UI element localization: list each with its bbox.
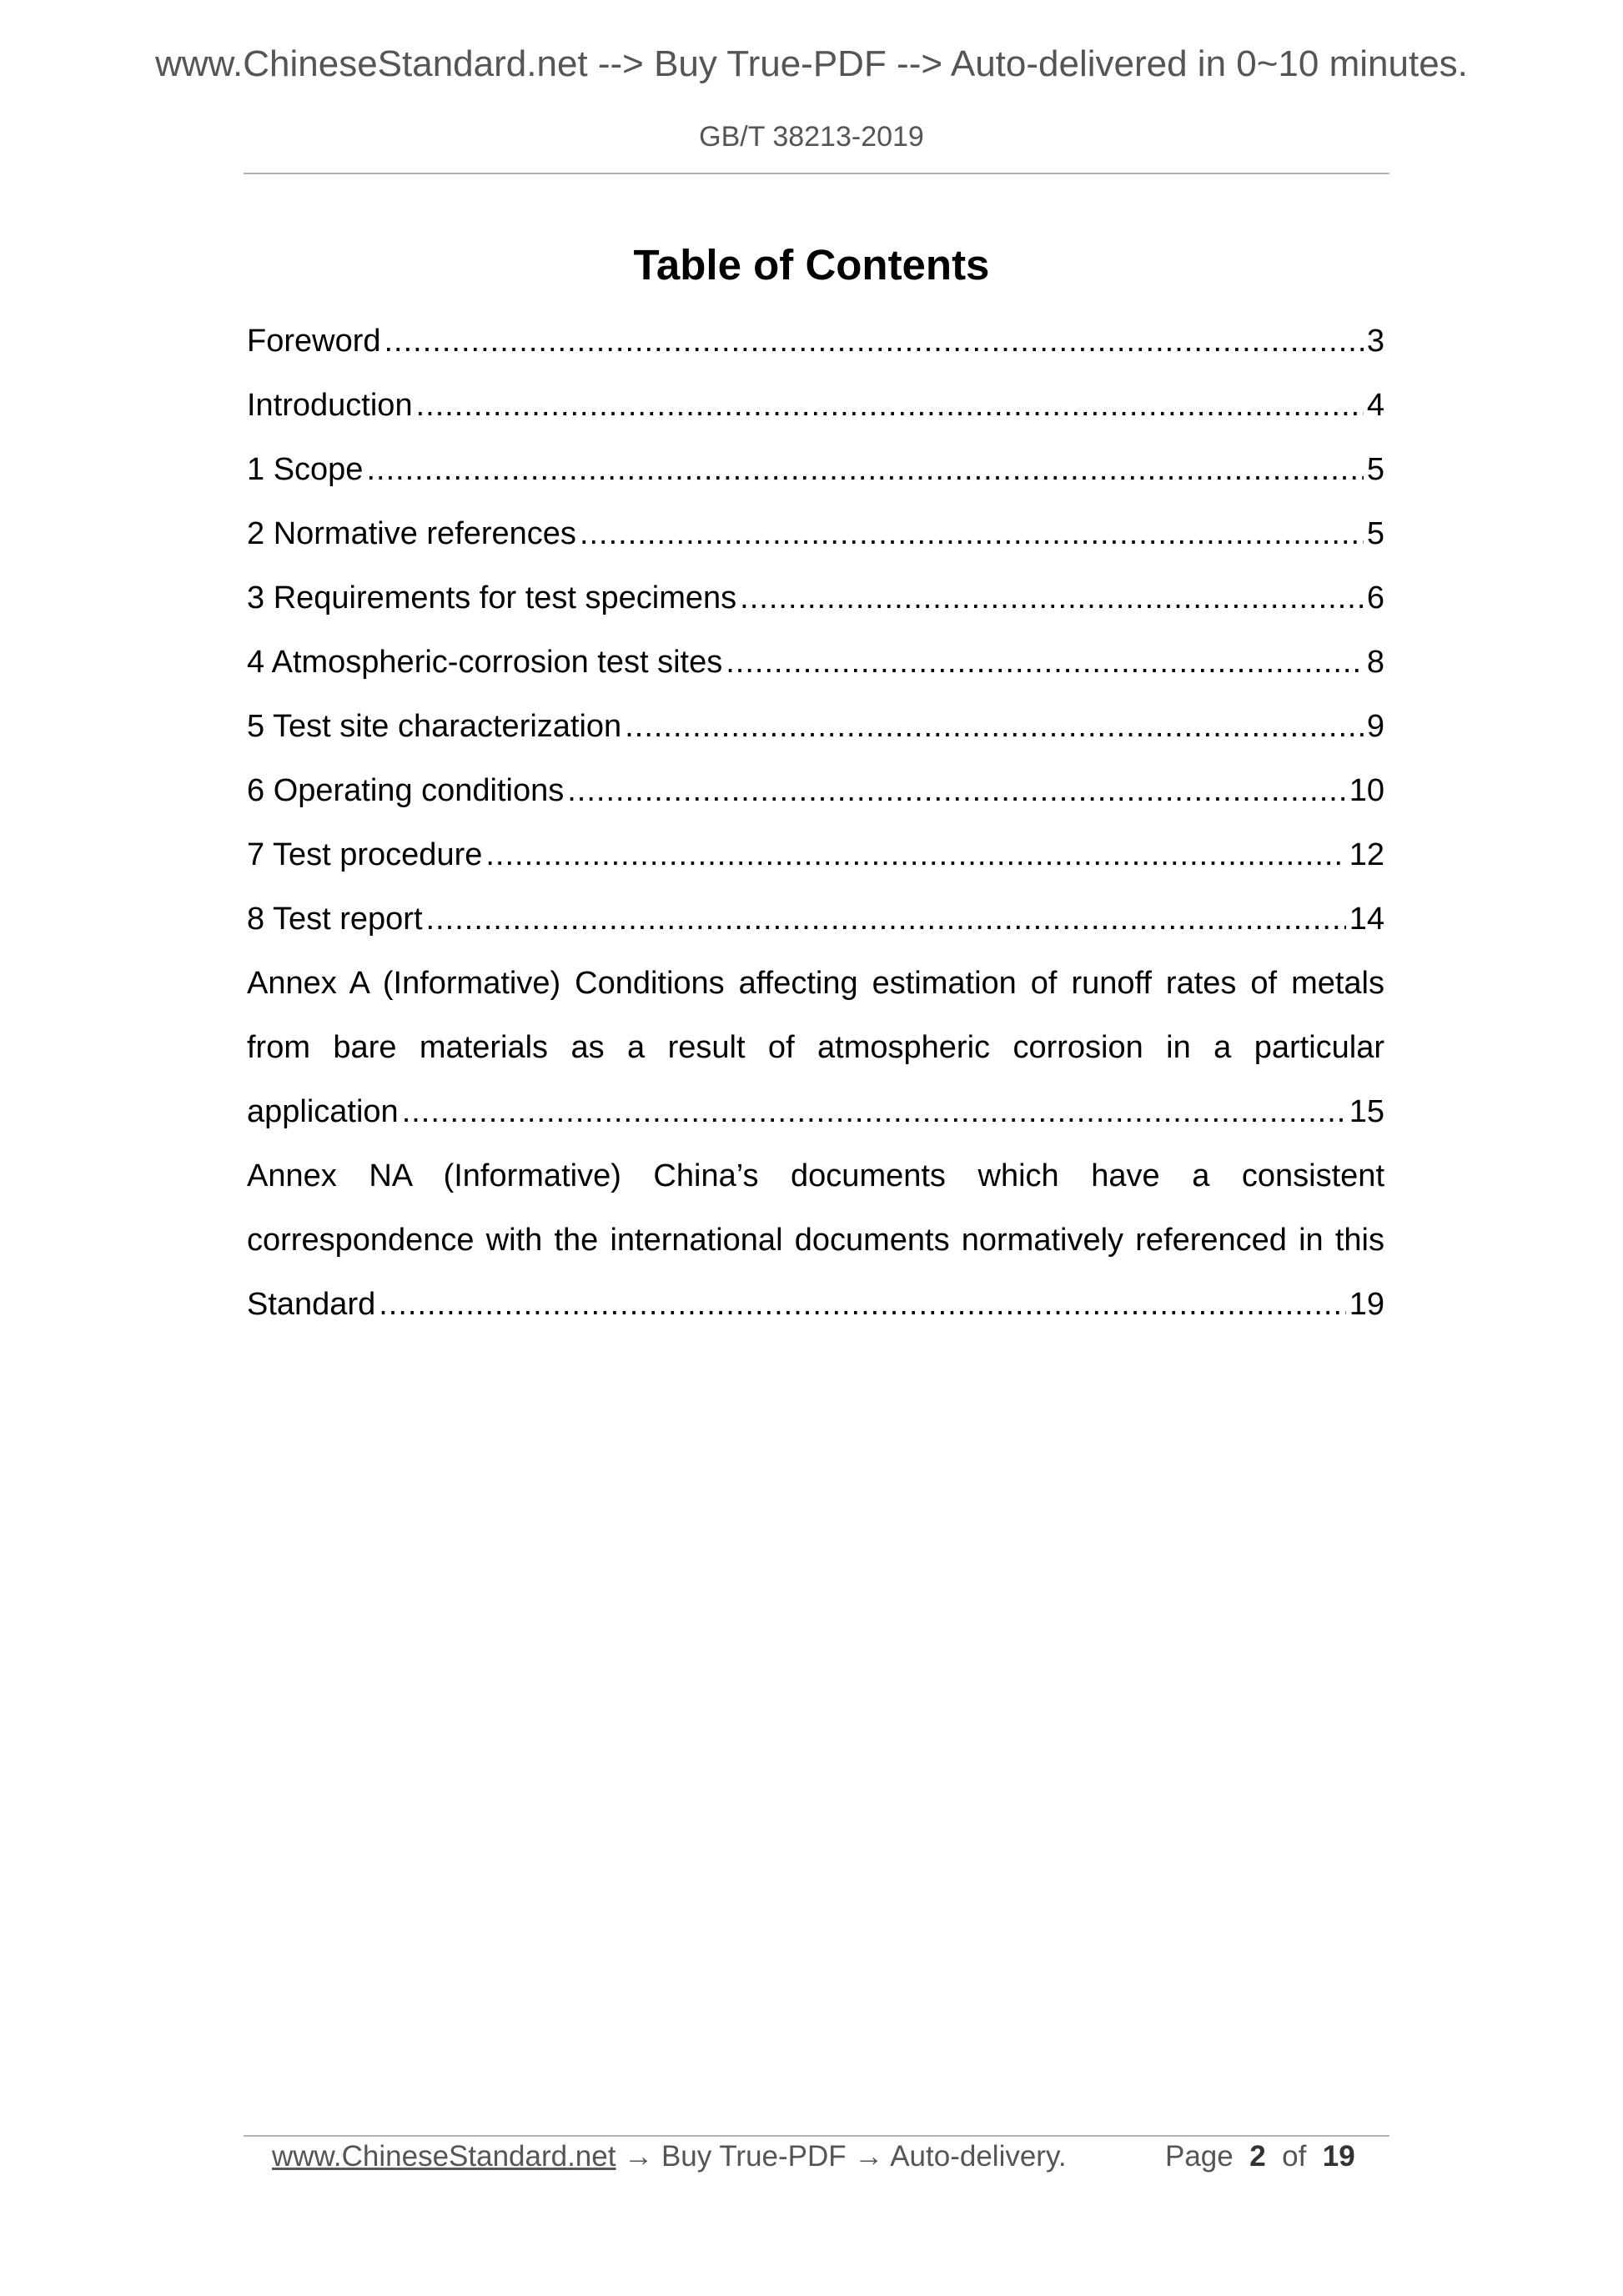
toc-entry-title: 6 Operating conditions (247, 773, 565, 808)
toc-entry-page: 12 (1349, 837, 1384, 872)
toc-entry-test-procedure[interactable] (247, 823, 1384, 887)
toc-entry-page: 6 (1366, 580, 1384, 615)
toc-leader-dots (580, 502, 1364, 566)
toc-entry-site-characterization[interactable] (247, 695, 1384, 759)
header-divider (244, 173, 1389, 174)
toc-entry-page: 8 (1366, 645, 1384, 680)
toc-leader-dots (426, 887, 1346, 952)
of-word: of (1282, 2140, 1307, 2173)
toc-entry-title-line: Annex A (Informative) Conditions affecting estimation of runoff rates of metals (247, 966, 1384, 1001)
footer-site-link[interactable]: www.ChineseStandard.net (272, 2140, 616, 2173)
toc-leader-dots (384, 309, 1364, 374)
toc-entry-page: 5 (1366, 516, 1384, 551)
page-indicator (1165, 2136, 1355, 2178)
toc-entry-title: Foreword (247, 324, 381, 359)
toc-entry-title: 4 Atmospheric-corrosion test sites (247, 645, 723, 680)
toc-entry-title: 8 Test report (247, 902, 423, 937)
toc-leader-dots (567, 759, 1345, 823)
toc-entry-page: 14 (1349, 902, 1384, 937)
toc-leader-dots (379, 1273, 1345, 1337)
toc-entry-page: 3 (1366, 324, 1384, 359)
toc-entry-title: Introduction (247, 388, 413, 423)
toc-entry-page: 5 (1366, 452, 1384, 487)
toc-entry-foreword[interactable] (247, 309, 1384, 374)
toc-entry-introduction[interactable] (247, 374, 1384, 438)
toc-title: Table of Contents (633, 241, 990, 289)
toc-entry-scope[interactable] (247, 438, 1384, 502)
toc-entry-title-line: from bare materials as a result of atmospheric corrosion in a particular (247, 1030, 1384, 1065)
toc-entry-title: 1 Scope (247, 452, 364, 487)
site-banner: www.ChineseStandard.net --> Buy True-PDF --> Auto-delivered in 0~10 minutes. (155, 43, 1468, 84)
total-page-count: 19 (1322, 2140, 1355, 2173)
toc-entry-test-report[interactable] (247, 887, 1384, 952)
toc-leader-dots (740, 566, 1364, 631)
footer-buy-text: Buy True-PDF (661, 2140, 847, 2173)
toc-entry-page: 4 (1366, 388, 1384, 423)
toc-leader-dots (726, 631, 1364, 695)
toc-leader-dots (366, 438, 1363, 502)
arrow-right-icon: → (624, 2140, 654, 2173)
toc-entry-title-line: correspondence with the international documents normatively referenced in this (247, 1223, 1384, 1258)
toc-entry-title: 5 Test site characterization (247, 709, 622, 744)
current-page-number: 2 (1249, 2140, 1266, 2173)
toc-entry-title-line: Annex NA (Informative) China’s documents which have a consistent (247, 1158, 1384, 1193)
toc-entry-normative-references[interactable] (247, 502, 1384, 566)
toc-entry-annex-a[interactable] (247, 952, 1384, 1144)
toc-entry-annex-na[interactable] (247, 1144, 1384, 1337)
toc-leader-dots (485, 823, 1345, 887)
toc-entry-page: 10 (1349, 773, 1384, 808)
toc-entry-test-sites[interactable] (247, 631, 1384, 695)
table-of-contents (247, 309, 1384, 1337)
toc-entry-title-line: application (247, 1094, 399, 1129)
toc-entry-page: 15 (1349, 1094, 1384, 1129)
footer-delivery-text: Auto-delivery. (890, 2140, 1067, 2173)
toc-entry-test-specimens[interactable] (247, 566, 1384, 631)
toc-entry-page: 9 (1366, 709, 1384, 744)
toc-entry-operating-conditions[interactable] (247, 759, 1384, 823)
page-footer (272, 2136, 1356, 2178)
toc-leader-dots (402, 1080, 1346, 1144)
toc-leader-dots (625, 695, 1364, 759)
document-code: GB/T 38213-2019 (699, 121, 924, 153)
toc-entry-page: 19 (1349, 1287, 1384, 1322)
page-word: Page (1165, 2140, 1234, 2173)
toc-entry-title-line: Standard (247, 1287, 376, 1322)
toc-entry-title: 7 Test procedure (247, 837, 483, 872)
toc-entry-title: 3 Requirements for test specimens (247, 580, 737, 615)
toc-entry-title: 2 Normative references (247, 516, 576, 551)
arrow-right-icon: → (854, 2140, 884, 2173)
toc-leader-dots (416, 374, 1364, 438)
